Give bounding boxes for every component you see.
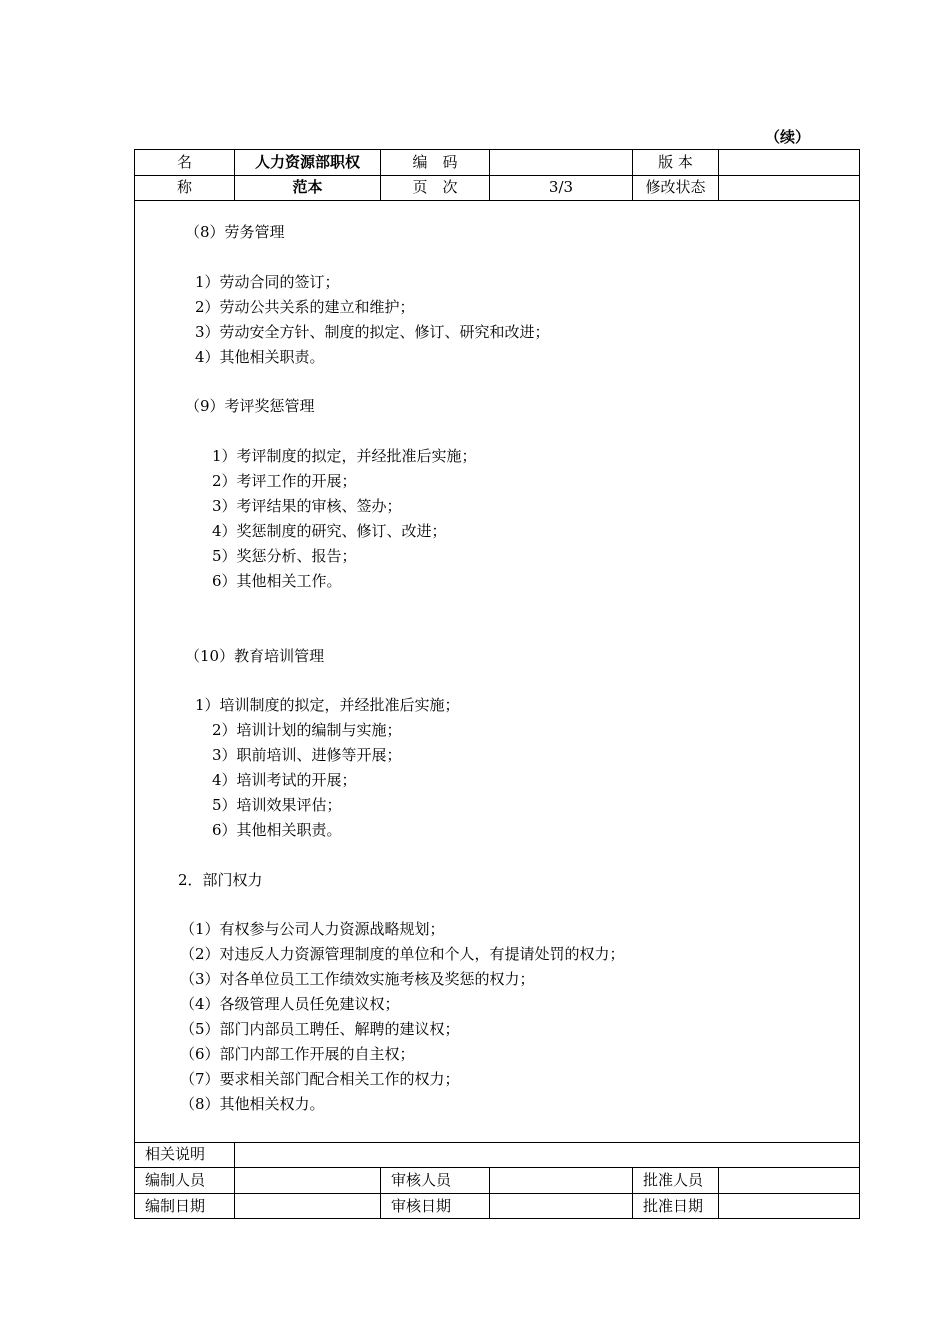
list-item: 1）考评制度的拟定，并经批准后实施； xyxy=(212,447,477,465)
document-name-line1: 人力资源部职权 xyxy=(254,153,360,171)
section-10-title: （10）教育培训管理 xyxy=(185,647,325,665)
list-item: 5）培训效果评估； xyxy=(212,796,342,814)
list-item: （1）有权参与公司人力资源战略规划； xyxy=(180,920,445,938)
list-item: 6）其他相关工作。 xyxy=(212,572,342,590)
name-label-top: 名 xyxy=(176,153,192,171)
approved-date-label: 批准日期 xyxy=(643,1196,704,1215)
reviewed-date-label: 审核日期 xyxy=(391,1196,452,1215)
list-item: 1）劳动合同的签订； xyxy=(195,273,340,291)
section-2-title: 2．部门权力 xyxy=(178,871,263,889)
list-item: （8）其他相关权力。 xyxy=(180,1095,325,1113)
list-item: （3）对各单位员工工作绩效实施考核及奖惩的权力； xyxy=(180,970,535,988)
list-item: 4）奖惩制度的研究、修订、改进； xyxy=(212,522,447,540)
approved-by-label: 批准人员 xyxy=(643,1171,704,1189)
header-bottom-border xyxy=(135,200,859,201)
list-item: 5）奖惩分析、报告； xyxy=(212,547,357,565)
approved-by-value xyxy=(719,1168,859,1193)
revision-value xyxy=(719,175,859,200)
approved-date-value xyxy=(719,1194,859,1218)
page-label: 页 次 xyxy=(412,178,458,196)
section-8-title: （8）劳务管理 xyxy=(185,223,285,241)
reviewed-by-label: 审核人员 xyxy=(391,1171,452,1189)
list-item: 2）考评工作的开展； xyxy=(212,472,357,490)
list-item: 3）劳动安全方针、制度的拟定、修订、研究和改进； xyxy=(195,323,550,341)
prepared-by-label: 编制人员 xyxy=(145,1171,206,1189)
name-label-bottom: 称 xyxy=(176,178,192,196)
notes-label: 相关说明 xyxy=(145,1145,206,1163)
document-name-line2: 范本 xyxy=(292,178,323,196)
section-9-title: （9）考评奖惩管理 xyxy=(185,397,315,415)
list-item: 1）培训制度的拟定，并经批准后实施； xyxy=(195,696,460,714)
page-value: 3/3 xyxy=(548,178,574,196)
list-item: （7）要求相关部门配合相关工作的权力； xyxy=(180,1070,460,1088)
continued-label: （续） xyxy=(765,128,811,146)
prepared-date-value xyxy=(235,1194,380,1218)
list-item: 3）职前培训、进修等开展； xyxy=(212,746,402,764)
list-item: 2）培训计划的编制与实施； xyxy=(212,721,402,739)
list-item: 4）其他相关职责。 xyxy=(195,348,325,366)
prepared-by-value xyxy=(235,1168,380,1193)
code-label: 编 码 xyxy=(412,153,458,171)
list-item: 3）考评结果的审核、签办； xyxy=(212,497,402,515)
list-item: （2）对违反人力资源管理制度的单位和个人，有提请处罚的权力； xyxy=(180,945,625,963)
list-item: （6）部门内部工作开展的自主权； xyxy=(180,1045,415,1063)
revision-label: 修改状态 xyxy=(645,178,706,196)
list-item: 2）劳动公共关系的建立和维护； xyxy=(195,298,415,316)
version-label: 版 本 xyxy=(658,153,693,171)
notes-value xyxy=(235,1142,859,1167)
reviewed-date-value xyxy=(490,1194,632,1218)
document-table xyxy=(134,149,860,1219)
version-value xyxy=(719,150,859,175)
list-item: （5）部门内部员工聘任、解聘的建议权； xyxy=(180,1020,460,1038)
list-item: （4）各级管理人员任免建议权； xyxy=(180,995,400,1013)
prepared-date-label: 编制日期 xyxy=(145,1196,206,1215)
list-item: 4）培训考试的开展； xyxy=(212,771,357,789)
reviewed-by-value xyxy=(490,1168,632,1193)
list-item: 6）其他相关职责。 xyxy=(212,821,342,839)
code-value xyxy=(490,150,632,175)
